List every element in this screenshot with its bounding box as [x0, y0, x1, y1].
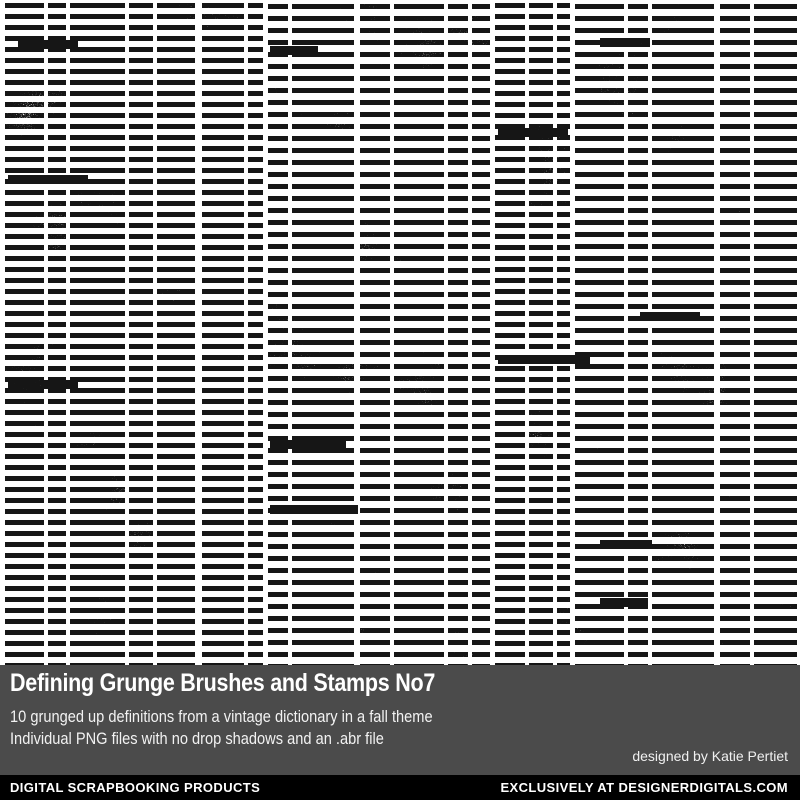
product-description-line-2: Individual PNG files with no drop shadows and an .abr file [10, 729, 384, 748]
footer-bar [0, 775, 800, 800]
footer-store-link[interactable]: EXCLUSIVELY AT DESIGNERDIGITALS.COM [500, 780, 788, 795]
dictionary-columns [5, 0, 797, 665]
footer-category-label: DIGITAL SCRAPBOOKING PRODUCTS [10, 780, 261, 795]
product-title: Defining Grunge Brushes and Stamps No7 [10, 669, 436, 697]
product-description-line-1: 10 grunged up definitions from a vintage dictionary in a fall theme [10, 707, 433, 726]
designer-credit: designed by Katie Pertiet [632, 748, 788, 764]
